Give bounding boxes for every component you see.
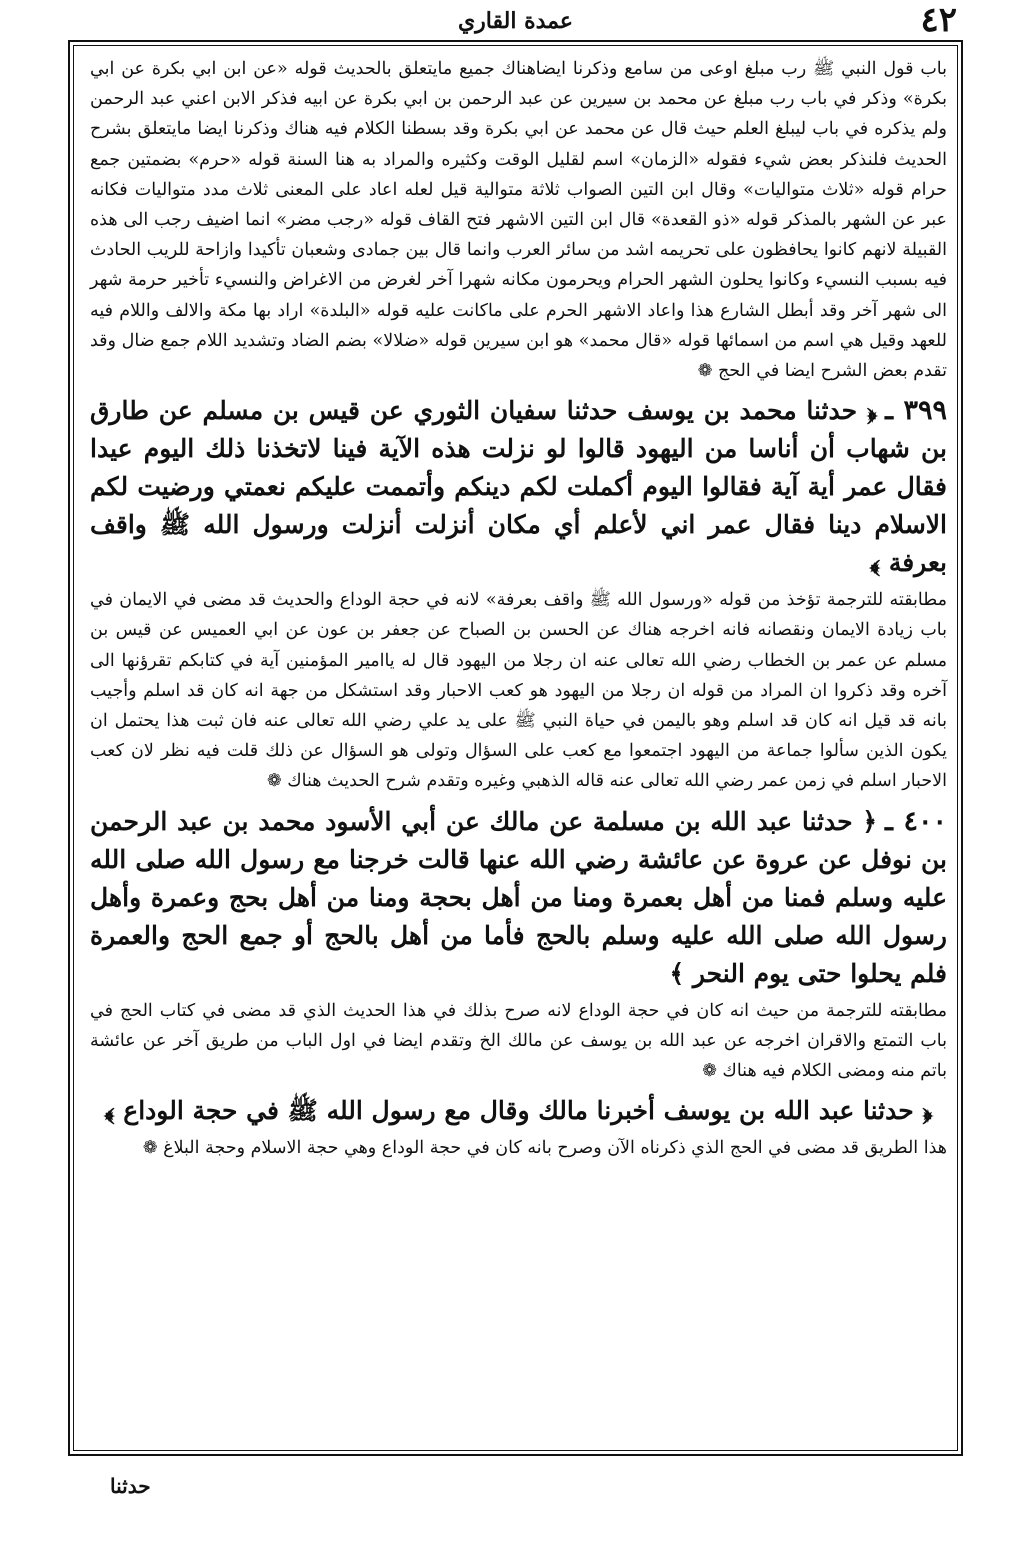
commentary-paragraph [90,996,947,1087]
commentary-paragraph [90,54,947,386]
commentary-text: مطابقته للترجمة تؤخذ من قوله «ورسول الله ﷺ واقف بعرفة» لانه في حجة الوداع والحديث قد مضى في الايمان في باب زيادة الايمان ونقصانه فانه اخرجه هناك عن الحسن بن الصباح عن جعفر بن عون عن ابي العميس عن قيس بن مسلم عن عمر بن الخطاب رضي الله تعالى عنه ان رجلا من اليهود قال له ياامير المؤمنين آية في كتابكم تقرؤنها الى آخره وقد ذكروا ان المراد من قوله ان رجلا من اليهود هو كعب الاحبار وقد استشكل من جهة انه كان قد اسلم وأجيب بانه قد قيل انه كان قد اسلم وهو باليمن في حياة النبي ﷺ على يد علي رضي الله تعالى عنه فان ثبت هذا يحتمل ان يكون الذين سألوا جماعة من اليهود اجتمعوا مع كعب على السؤال وتولى هو السؤال عن ذلك قلت فيه نظر لان كعب الاحبار اسلم في زمن عمر رضي الله تعالى عنه قاله الذهبي وغيره وتقدم شرح الحديث هناك ❁ [90,590,947,792]
hadith-paragraph-399 [90,392,947,582]
catchword: حدثنا [110,1474,151,1498]
hadith-text: ﴿ حدثنا عبد الله بن يوسف أخبرنا مالك وقال مع رسول الله ﷺ في حجة الوداع ﴾ [104,1096,933,1126]
page-number: ٤٢ [920,0,957,40]
commentary-text: هذا الطريق قد مضى في الحج الذي ذكرناه الآن وصرح بانه كان في حجة الوداع وهي حجة الاسلام وحجة البلاغ ❁ [142,1138,947,1159]
hadith-number: ٤٠٠ ـ [885,805,947,837]
hadith-number: ٣٩٩ ـ [885,395,948,427]
commentary-paragraph [90,1133,947,1163]
page-body [90,54,947,1163]
page-header [68,0,963,40]
hadith-text: ﴿ حدثنا محمد بن يوسف حدثنا سفيان الثوري عن قيس بن مسلم عن طارق بن شهاب أن أناسا من اليهود قالوا لو نزلت هذه الآية فينا لاتخذنا ذلك اليوم عيدا فقال عمر أية آية فقالوا اليوم أكملت لكم دينكم وأتممت عليكم نعمتي ورضيت لكم الاسلام دينا فقال عمر اني لأعلم أي مكان أنزلت أنزلت ورسول الله ﷺ واقف بعرفة ﴾ [90,396,947,578]
commentary-paragraph [90,585,947,796]
hadith-text: ﴿ حدثنا عبد الله بن مسلمة عن مالك عن أبي الأسود محمد بن عبد الرحمن بن نوفل عن عروة عن عائشة رضي الله عنها قالت خرجنا مع رسول الله صلى الله عليه وسلم فمنا من أهل بعمرة ومنا من أهل بحجة ومنا من أهل بحج وعمرة وأهل رسول الله صلى الله عليه وسلم بالحج فأما من أهل بالحج أو جمع الحج والعمرة فلم يحلوا حتى يوم النحر ﴾ [90,806,947,988]
commentary-text: مطابقته للترجمة من حيث انه كان في حجة الوداع لانه صرح بذلك في هذا الحديث الذي قد مضى في كتاب الحج في باب التمتع والاقران اخرجه عن عبد الله بن يوسف عن مالك الخ وتقدم ايضا في اول الباب من طريق آخر عن عائشة باتم منه ومضى الكلام فيه هناك ❁ [90,1000,947,1082]
text-frame [68,40,963,1456]
hadith-paragraph-400 [90,803,947,993]
hadith-paragraph-chain [90,1092,947,1130]
running-title: عمدة القاري [457,8,574,34]
commentary-text: باب قول النبي ﷺ رب مبلغ اوعى من سامع وذكرنا ايضاهناك جميع مايتعلق بالحديث قوله «عن ابن ابي بكرة عن ابي بكرة» وذكر في باب رب مبلغ عن محمد بن سيرين عن عبد الرحمن بن ابي بكرة عن ابيه فذكر الابن اعني عبد الرحمن ولم يذكره في باب ليبلغ العلم حيث قال عن محمد عن ابي بكرة وقد بسطنا الكلام فيه هناك وذكرنا ايضا مايتعلق بشرح الحديث فلنذكر بعض شيء فقوله «الزمان» اسم لقليل الوقت وكثيره والمراد به هنا السنة قوله «حرم» بضمتين جمع حرام قوله «ثلاث متواليات» وقال ابن التين الصواب ثلاثة متوالية قيل لعله اعاد على المعنى ثلاث مدد متواليات فكانه عبر عن الشهر بالمذكر قوله «ذو القعدة» قال ابن التين الاشهر فتح القاف قوله «رجب مضر» انما اضيف رجب الى هذه القبيلة لانهم كانوا يحافظون على تحريمه اشد من سائر العرب وانما قال بين جمادى وشعبان تأكيدا وازاحة للريب الحادث فيه بسبب النسيء وكانوا يحلون الشهر الحرام ويحرمون مكانه شهرا آخر لغرض من الاغراض والنسيء تأخير حرمة شهر الى شهر آخر وقد أبطل الشارع هذا واعاد الاشهر الحرم على ماكانت عليه قوله «البلدة» اراد بها مكة والالف واللام فيه للعهد وقيل هي اسم من اسمائها قوله «قال محمد» هو ابن سيرين قوله «ضلالا» بضم الضاد وتشديد اللام جمع ضال وقد تقدم بعض الشرح ايضا في الحج ❁ [90,59,947,382]
